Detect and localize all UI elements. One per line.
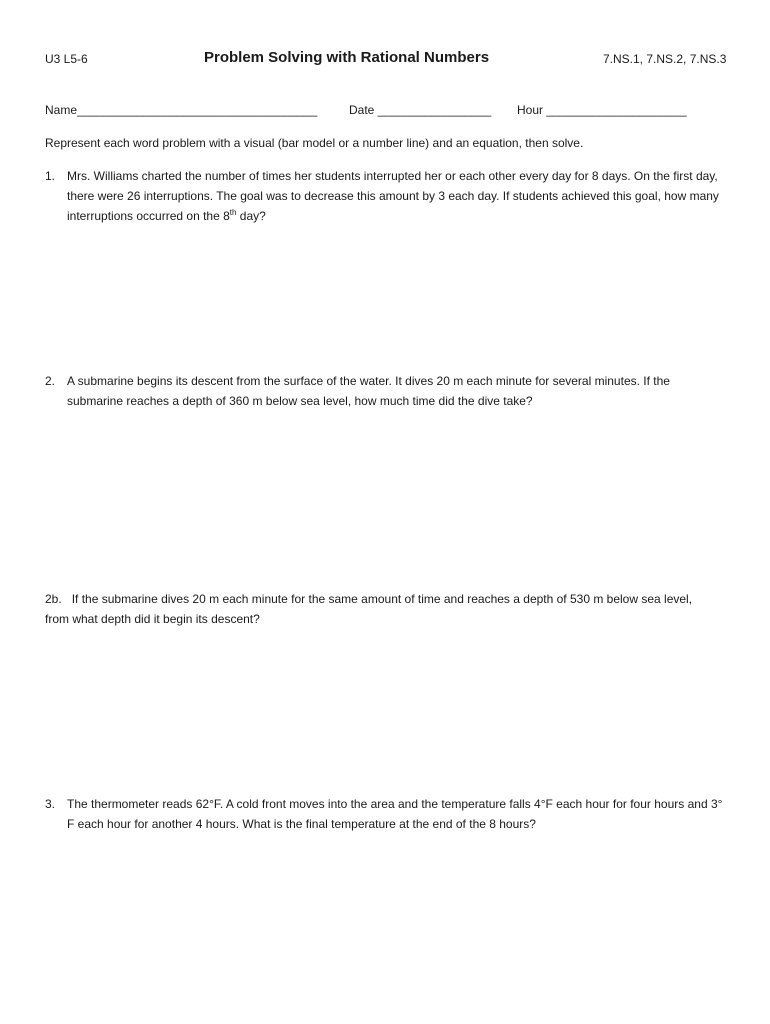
standards-code: 7.NS.1, 7.NS.2, 7.NS.3	[603, 52, 727, 66]
problem-number: 2b.	[45, 592, 62, 606]
problem-number: 3.	[45, 797, 56, 811]
problem-text: A submarine begins its descent from the surface of the water. It dives 20 m each minute for several minutes. If the submarine reaches a depth of 360 m below sea level, how much time did the dive take?	[67, 374, 670, 408]
problem-text: Mrs. Williams charted the number of times her students interrupted her or each other every day for 8 days. On the first day, there were 26 interruptions. The goal was to decrease this amount by 3 each day. If students achieved this goal, how many interruptions occurred on the 8th day?	[67, 169, 719, 223]
problem-text: 2b. If the submarine dives 20 m each minute for the same amount of time and reaches a depth of 530 m below sea level, from what depth did it begin its descent?	[45, 592, 693, 626]
problem-number: 2.	[45, 374, 56, 388]
name-field[interactable]: Name____________________________________	[45, 103, 318, 117]
hour-field[interactable]: Hour _____________________	[517, 103, 687, 117]
problem-2b	[45, 589, 735, 629]
instructions: Represent each word problem with a visual (bar model or a number line) and an equation, then solve.	[45, 136, 584, 150]
page-title: Problem Solving with Rational Numbers	[204, 49, 490, 66]
problem-number: 1.	[45, 169, 56, 183]
problem-text: The thermometer reads 62°F. A cold front moves into the area and the temperature falls 4°F each hour for four hours and 3° F each hour for another 4 hours. What is the final temperature at the end of the 8 hours?	[67, 797, 723, 831]
date-field[interactable]: Date _________________	[349, 103, 492, 117]
unit-lesson-code: U3 L5-6	[45, 52, 88, 66]
